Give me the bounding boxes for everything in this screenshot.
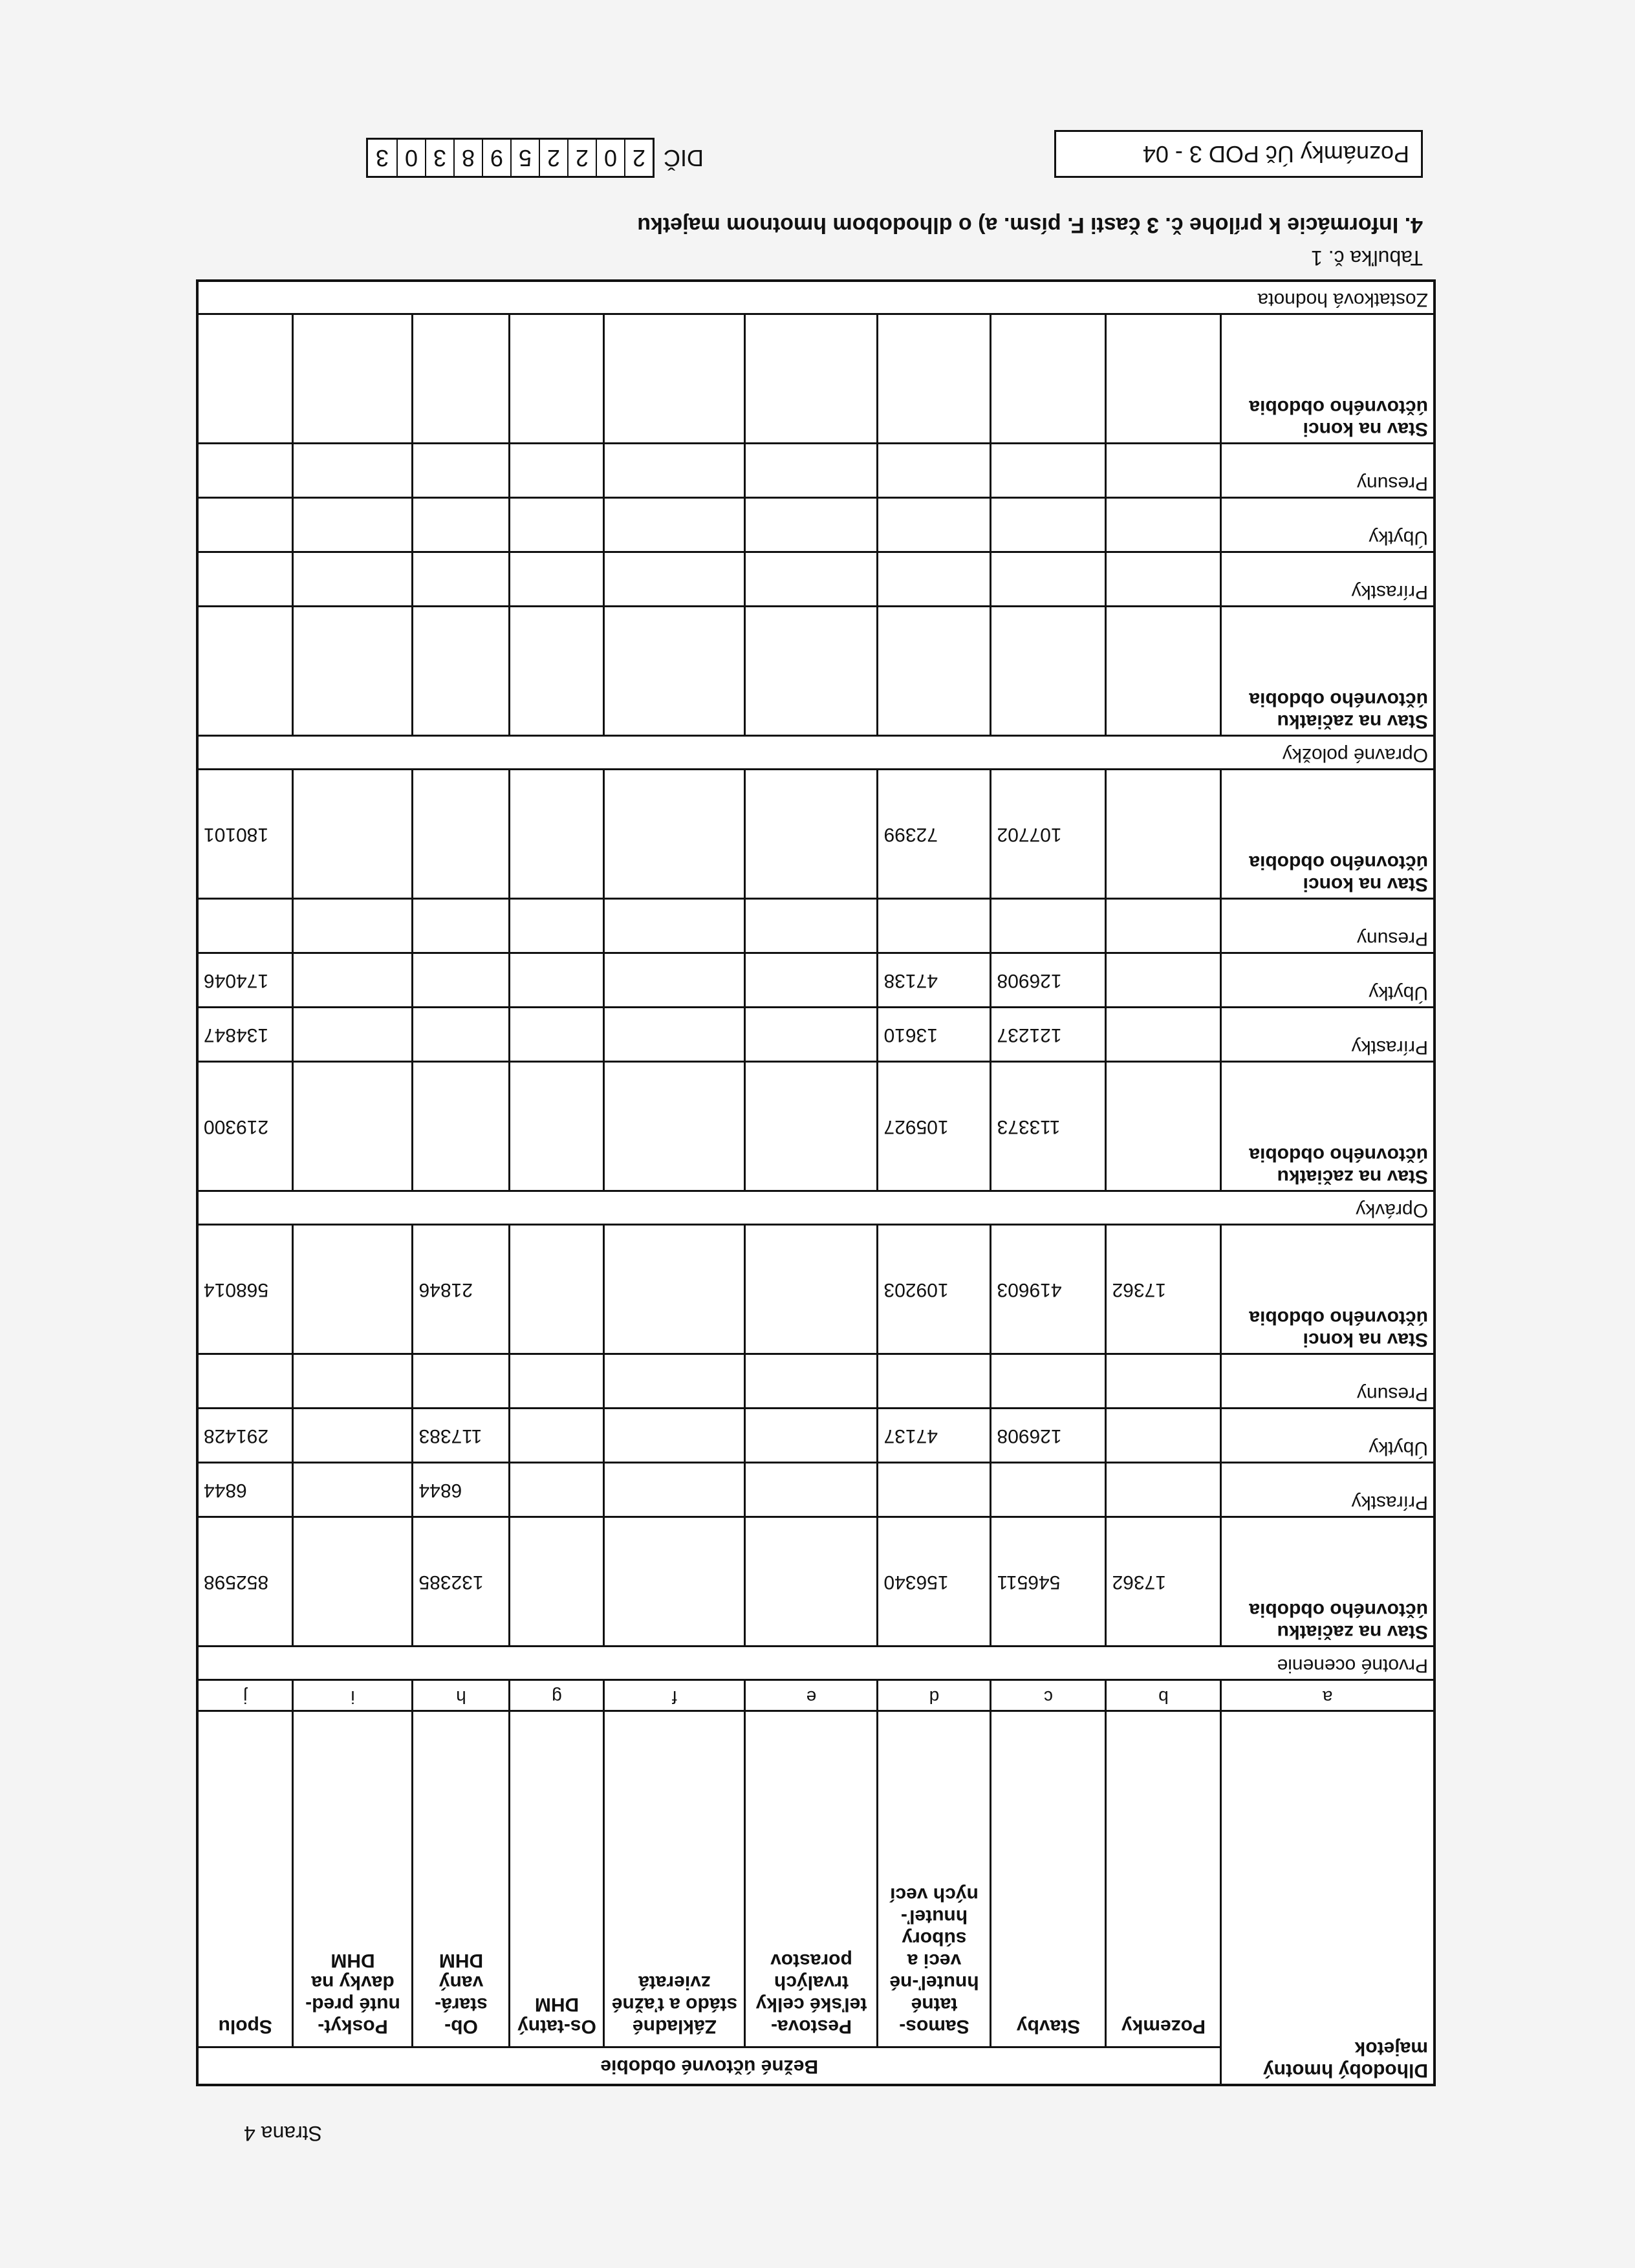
- table-cell: [604, 1008, 745, 1062]
- table-cell: [293, 1008, 413, 1062]
- table-cell: [293, 552, 413, 607]
- column-letter: d: [878, 1680, 991, 1711]
- table-cell: [510, 1008, 604, 1062]
- table-cell: [413, 607, 510, 736]
- row-label: Presuny: [1221, 899, 1435, 953]
- table-cell: 852598: [197, 1517, 293, 1647]
- dic-digit: 3: [375, 145, 389, 171]
- table-cell: [413, 1354, 510, 1409]
- table-cell: [510, 899, 604, 953]
- section-title: Zostatková hodnota: [197, 281, 1435, 314]
- table-cell: [991, 444, 1106, 498]
- table-cell: [293, 1409, 413, 1463]
- column-letter: e: [745, 1680, 878, 1711]
- table-cell: [197, 1354, 293, 1409]
- section-row: [197, 1647, 1435, 1680]
- header-row-period: [197, 2047, 1435, 2085]
- table-row: [197, 1354, 1435, 1409]
- table-cell: 13610: [878, 1008, 991, 1062]
- table-cell: [878, 1354, 991, 1409]
- table-caption: Tabuľka č. 1: [1311, 246, 1423, 270]
- dic-group: [366, 138, 704, 178]
- table-cell: [604, 498, 745, 552]
- table-cell: [1106, 552, 1221, 607]
- table-cell: [293, 770, 413, 899]
- table-row: [197, 953, 1435, 1008]
- dic-digit: 8: [453, 140, 482, 176]
- table-cell: [745, 770, 878, 899]
- column-header: Ob-stará-vaný DHM: [413, 1711, 510, 2047]
- table-row: [197, 770, 1435, 899]
- table-cell: [1106, 314, 1221, 444]
- table-cell: [293, 1463, 413, 1517]
- table-cell: [197, 314, 293, 444]
- table-cell: [604, 899, 745, 953]
- table-cell: [293, 1517, 413, 1647]
- table-row: [197, 899, 1435, 953]
- table-cell: [510, 314, 604, 444]
- table-cell: [413, 444, 510, 498]
- table-cell: [510, 498, 604, 552]
- section-heading: 4. Informácie k prílohe č. 3 časti F. písm. a) o dlhodobom hmotnom majetku: [637, 213, 1423, 237]
- table-cell: [878, 1463, 991, 1517]
- table-cell: [197, 607, 293, 736]
- form-code: Poznámky Úč POD 3 - 04: [1142, 141, 1409, 167]
- table-cell: 17362: [1106, 1517, 1221, 1647]
- table-cell: 113373: [991, 1062, 1106, 1191]
- table-cell: [293, 1062, 413, 1191]
- table-cell: [745, 1409, 878, 1463]
- table-cell: [745, 1354, 878, 1409]
- table-cell: 174046: [197, 953, 293, 1008]
- table-cell: 21846: [413, 1225, 510, 1354]
- table-cell: [745, 1463, 878, 1517]
- section-row: [197, 1191, 1435, 1225]
- row-label: Stav na začiatku účtovného obdobia: [1221, 1062, 1435, 1191]
- table-cell: [197, 498, 293, 552]
- table-cell: [510, 444, 604, 498]
- table-cell: [510, 1225, 604, 1354]
- table-cell: 219300: [197, 1062, 293, 1191]
- table-cell: [413, 498, 510, 552]
- dic-digit: 2: [567, 140, 596, 176]
- dic-digit: 0: [596, 140, 624, 176]
- table-cell: 132385: [413, 1517, 510, 1647]
- column-header: Stavby: [991, 1711, 1106, 2047]
- dic-digit: 5: [510, 140, 539, 176]
- table-cell: [293, 314, 413, 444]
- row-label: Úbytky: [1221, 1409, 1435, 1463]
- table-cell: [604, 1354, 745, 1409]
- table-cell: [293, 1225, 413, 1354]
- table-cell: [604, 607, 745, 736]
- table-row: [197, 444, 1435, 498]
- column-header: Os-tatný DHM: [510, 1711, 604, 2047]
- table-cell: [413, 314, 510, 444]
- table-cell: [991, 314, 1106, 444]
- table-cell: [991, 607, 1106, 736]
- column-header: Pozemky: [1106, 1711, 1221, 2047]
- table-cell: [745, 1008, 878, 1062]
- dic-digit: 2: [539, 140, 567, 176]
- table-cell: [510, 552, 604, 607]
- table-cell: [745, 607, 878, 736]
- table-cell: [1106, 1354, 1221, 1409]
- row-label: Stav na začiatku účtovného obdobia: [1221, 607, 1435, 736]
- table-cell: [413, 1062, 510, 1191]
- table-cell: [745, 552, 878, 607]
- table-cell: [604, 444, 745, 498]
- column-letter: h: [413, 1680, 510, 1711]
- table-cell: [197, 444, 293, 498]
- table-cell: [293, 444, 413, 498]
- row-label: Úbytky: [1221, 498, 1435, 552]
- table-row: [197, 1409, 1435, 1463]
- table-cell: [745, 899, 878, 953]
- table-cell: 47137: [878, 1409, 991, 1463]
- table-cell: [413, 1008, 510, 1062]
- section-row: [197, 281, 1435, 314]
- table-row: [197, 607, 1435, 736]
- table-cell: 17362: [1106, 1225, 1221, 1354]
- table-cell: [878, 498, 991, 552]
- table-cell: 6844: [197, 1463, 293, 1517]
- table-cell: [510, 770, 604, 899]
- table-row: [197, 1463, 1435, 1517]
- table-cell: [604, 1517, 745, 1647]
- table-cell: [413, 953, 510, 1008]
- table-cell: [745, 1062, 878, 1191]
- row-label: Prírastky: [1221, 1008, 1435, 1062]
- page-number: Strana 4: [244, 2122, 322, 2145]
- table-cell: [510, 1354, 604, 1409]
- table-cell: 126908: [991, 1409, 1106, 1463]
- table-cell: [1106, 1409, 1221, 1463]
- table-cell: 121237: [991, 1008, 1106, 1062]
- table-cell: [745, 1225, 878, 1354]
- table-cell: [604, 953, 745, 1008]
- form-code-box: [1054, 130, 1423, 178]
- table-row: [197, 1062, 1435, 1191]
- column-letter: c: [991, 1680, 1106, 1711]
- table-cell: [510, 607, 604, 736]
- table-cell: [745, 498, 878, 552]
- table-row: [197, 1225, 1435, 1354]
- table-cell: [991, 1354, 1106, 1409]
- column-header: Samos-tatné hnuteľ-né veci a súbory hnuteľ-ných vecí: [878, 1711, 991, 2047]
- table-cell: [293, 1354, 413, 1409]
- table-cell: [604, 1409, 745, 1463]
- tangible-assets-table: [196, 279, 1436, 2086]
- table-cell: [1106, 899, 1221, 953]
- table-cell: 105927: [878, 1062, 991, 1191]
- table-cell: [1106, 1062, 1221, 1191]
- section-row: [197, 736, 1435, 770]
- table-cell: [197, 899, 293, 953]
- table-row: [197, 498, 1435, 552]
- row-label: Stav na začiatku účtovného obdobia: [1221, 1517, 1435, 1647]
- section-title: Oprávky: [197, 1191, 1435, 1225]
- table-cell: [878, 607, 991, 736]
- table-cell: [604, 1463, 745, 1517]
- table-cell: [1106, 1463, 1221, 1517]
- table-cell: [1106, 444, 1221, 498]
- table-cell: 72399: [878, 770, 991, 899]
- table-cell: [413, 899, 510, 953]
- table-cell: [1106, 498, 1221, 552]
- table-cell: [293, 607, 413, 736]
- table-cell: 291428: [197, 1409, 293, 1463]
- table-cell: [878, 314, 991, 444]
- row-label: Prírastky: [1221, 552, 1435, 607]
- table-cell: [991, 899, 1106, 953]
- row-label: Stav na konci účtovného obdobia: [1221, 1225, 1435, 1354]
- dic-label: DIČ: [664, 145, 704, 171]
- table-cell: [991, 552, 1106, 607]
- table-row: [197, 314, 1435, 444]
- table-cell: 546511: [991, 1517, 1106, 1647]
- dic-digits: [366, 138, 655, 178]
- table-cell: [1106, 953, 1221, 1008]
- table-row: [197, 1008, 1435, 1062]
- table-cell: 47138: [878, 953, 991, 1008]
- row-label: Presuny: [1221, 1354, 1435, 1409]
- table-cell: [878, 899, 991, 953]
- column-letter: b: [1106, 1680, 1221, 1711]
- table-cell: 109203: [878, 1225, 991, 1354]
- table-cell: 117383: [413, 1409, 510, 1463]
- corner-label: Dlhodobý hmotný majetok: [1221, 1711, 1435, 2085]
- table-cell: [413, 552, 510, 607]
- table-cell: 419603: [991, 1225, 1106, 1354]
- period-label: Bežné účtovné obdobie: [197, 2047, 1221, 2085]
- section-title: Prvotné ocenenie: [197, 1647, 1435, 1680]
- table-cell: [991, 1463, 1106, 1517]
- table-cell: [991, 498, 1106, 552]
- table-row: [197, 552, 1435, 607]
- table-cell: 156340: [878, 1517, 991, 1647]
- table-cell: 180101: [197, 770, 293, 899]
- table-cell: 126908: [991, 953, 1106, 1008]
- column-header: Poskyt-nuté pred-davky na DHM: [293, 1711, 413, 2047]
- table-cell: [1106, 1008, 1221, 1062]
- table-cell: [197, 552, 293, 607]
- table-cell: [510, 1062, 604, 1191]
- table-cell: [878, 552, 991, 607]
- table-cell: 6844: [413, 1463, 510, 1517]
- dic-digit: 2: [624, 140, 653, 176]
- table-cell: [745, 953, 878, 1008]
- column-letters-row: [197, 1680, 1435, 1711]
- table-cell: [1106, 770, 1221, 899]
- row-label: Stav na konci účtovného obdobia: [1221, 770, 1435, 899]
- row-label: Stav na konci účtovného obdobia: [1221, 314, 1435, 444]
- table-cell: [604, 770, 745, 899]
- table-cell: [510, 1517, 604, 1647]
- column-letter: f: [604, 1680, 745, 1711]
- table-cell: [745, 314, 878, 444]
- table-cell: [604, 1062, 745, 1191]
- table-cell: [510, 1409, 604, 1463]
- table-cell: [293, 498, 413, 552]
- table-cell: [604, 552, 745, 607]
- column-header: Základné stádo a ťažné zvieratá: [604, 1711, 745, 2047]
- column-letter: j: [197, 1680, 293, 1711]
- table-cell: [293, 953, 413, 1008]
- table-cell: 134847: [197, 1008, 293, 1062]
- column-letter: g: [510, 1680, 604, 1711]
- table-cell: [293, 899, 413, 953]
- column-header: Pestova-teľské celky trvalých porastov: [745, 1711, 878, 2047]
- table-cell: [604, 314, 745, 444]
- table-cell: [604, 1225, 745, 1354]
- column-letter: i: [293, 1680, 413, 1711]
- row-label: Presuny: [1221, 444, 1435, 498]
- table-cell: [510, 953, 604, 1008]
- section-title: Opravné položky: [197, 736, 1435, 770]
- table-cell: [1106, 607, 1221, 736]
- column-letter: a: [1221, 1680, 1435, 1711]
- dic-digit: 3: [425, 140, 453, 176]
- table-cell: [745, 1517, 878, 1647]
- table-cell: 107702: [991, 770, 1106, 899]
- table-cell: 568014: [197, 1225, 293, 1354]
- column-header: Spolu: [197, 1711, 293, 2047]
- table-cell: [745, 444, 878, 498]
- table-cell: [510, 1463, 604, 1517]
- dic-digit: 0: [396, 140, 425, 176]
- row-label: Prírastky: [1221, 1463, 1435, 1517]
- table-cell: [413, 770, 510, 899]
- table-row: [197, 1517, 1435, 1647]
- row-label: Úbytky: [1221, 953, 1435, 1008]
- dic-digit: 9: [482, 140, 510, 176]
- table-cell: [878, 444, 991, 498]
